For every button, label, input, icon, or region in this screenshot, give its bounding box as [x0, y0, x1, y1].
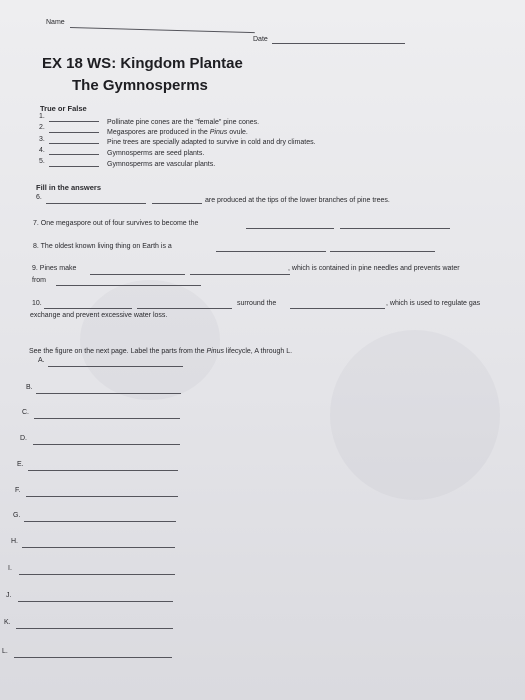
- figure-label-letter: L.: [2, 648, 8, 655]
- figure-label-answer-field[interactable]: [16, 628, 173, 629]
- q7-text: 7. One megaspore out of four survives to become the: [33, 220, 199, 227]
- q10-text-c: , which is used to regulate gas: [386, 300, 481, 307]
- figure-label-answer-field[interactable]: [24, 521, 176, 522]
- q9-text-b: , which is contained in pine needles and prevents water: [288, 265, 460, 272]
- q8-answer-field-a[interactable]: [216, 251, 326, 252]
- figure-label-letter: A.: [38, 357, 45, 364]
- q7-answer-field-b[interactable]: [340, 228, 450, 229]
- figure-label-letter: I.: [8, 565, 12, 572]
- q6-answer-field-b[interactable]: [152, 203, 202, 204]
- tf-answer-field[interactable]: [49, 132, 99, 133]
- tf-num: 3.: [39, 136, 45, 143]
- figure-label-letter: G.: [13, 512, 21, 519]
- q10-answer-field-b[interactable]: [137, 308, 232, 309]
- tf-statement: Megaspores are produced in the Pinus ovule.: [107, 129, 248, 136]
- worksheet-title: EX 18 WS: Kingdom Plantae: [42, 55, 243, 72]
- q9-text-a: 9. Pines make: [32, 265, 77, 272]
- figure-label-answer-field[interactable]: [28, 470, 178, 471]
- figure-label-letter: B.: [26, 384, 33, 391]
- q10-text-b: surround the: [237, 300, 277, 307]
- q6-answer-field-a[interactable]: [46, 203, 146, 204]
- tf-statement: Pine trees are specially adapted to survive in cold and dry climates.: [107, 139, 316, 146]
- figure-label-answer-field[interactable]: [14, 657, 172, 658]
- q6-num: 6.: [36, 194, 42, 201]
- q8-answer-field-b[interactable]: [330, 251, 435, 252]
- figure-label-answer-field[interactable]: [18, 601, 173, 602]
- q10-num: 10.: [32, 300, 42, 307]
- figure-label-answer-field[interactable]: [36, 393, 181, 394]
- date-field[interactable]: [272, 43, 405, 44]
- tf-answer-field[interactable]: [49, 121, 99, 122]
- figure-label-answer-field[interactable]: [33, 444, 180, 445]
- tf-num: 5.: [39, 158, 45, 165]
- q9-text-c: from: [32, 277, 46, 284]
- figure-label-answer-field[interactable]: [48, 366, 183, 367]
- figure-instruction: See the figure on the next page. Label the parts from the Pinus lifecycle, A through L.: [29, 348, 293, 355]
- name-label: Name: [46, 19, 65, 26]
- figure-label-letter: F.: [15, 487, 21, 494]
- figure-label-answer-field[interactable]: [22, 547, 175, 548]
- tf-num: 2.: [39, 124, 45, 131]
- figure-label-letter: D.: [20, 435, 27, 442]
- tf-num: 1.: [39, 113, 45, 120]
- figure-label-letter: C.: [22, 409, 29, 416]
- date-label: Date: [253, 36, 268, 43]
- name-field[interactable]: [70, 27, 255, 33]
- figure-label-letter: K.: [4, 619, 11, 626]
- q9-answer-field-a[interactable]: [90, 274, 185, 275]
- figure-label-answer-field[interactable]: [34, 418, 180, 419]
- figure-label-answer-field[interactable]: [19, 574, 175, 575]
- bleed-through-circle-small: [80, 280, 220, 400]
- q9-answer-field-c[interactable]: [56, 285, 201, 286]
- q10-text-d: exchange and prevent excessive water loss.: [30, 312, 168, 319]
- tf-statement: Gymnosperms are seed plants.: [107, 150, 205, 157]
- bleed-through-circle: [330, 330, 500, 500]
- tf-answer-field[interactable]: [49, 166, 99, 167]
- figure-label-letter: H.: [11, 538, 18, 545]
- tf-answer-field[interactable]: [49, 143, 99, 144]
- figure-label-letter: J.: [6, 592, 12, 599]
- tf-answer-field[interactable]: [49, 154, 99, 155]
- true-false-heading: True or False: [40, 104, 87, 113]
- q10-answer-field-c[interactable]: [290, 308, 385, 309]
- q10-answer-field-a[interactable]: [44, 308, 132, 309]
- q7-answer-field-a[interactable]: [246, 228, 334, 229]
- q8-text: 8. The oldest known living thing on Earth is a: [33, 243, 172, 250]
- q9-answer-field-b[interactable]: [190, 274, 290, 275]
- q6-text: are produced at the tips of the lower branches of pine trees.: [205, 197, 390, 204]
- worksheet-subtitle: The Gymnosperms: [72, 77, 208, 94]
- tf-statement: Pollinate pine cones are the "female" pine cones.: [107, 119, 260, 126]
- tf-num: 4.: [39, 147, 45, 154]
- tf-statement: Gymnosperms are vascular plants.: [107, 161, 216, 168]
- figure-label-letter: E.: [17, 461, 24, 468]
- figure-label-answer-field[interactable]: [26, 496, 178, 497]
- fill-in-heading: Fill in the answers: [36, 183, 102, 192]
